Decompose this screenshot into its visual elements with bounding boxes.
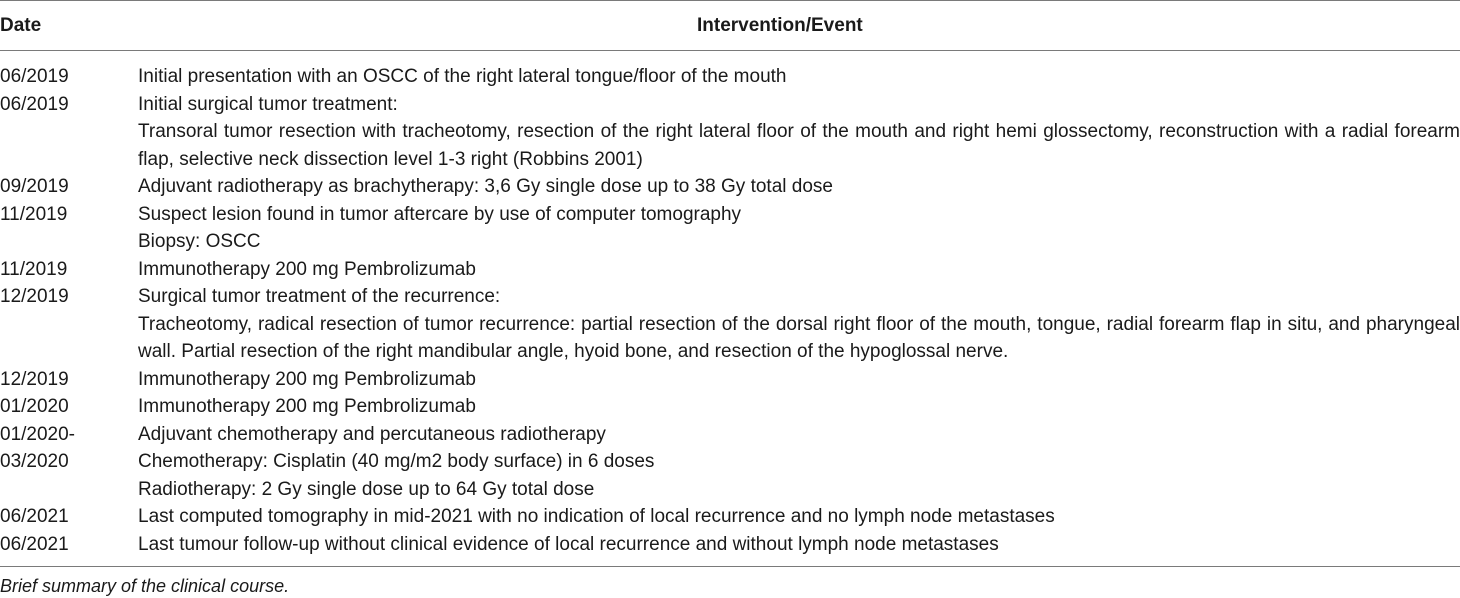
date-cell: 01/2020 <box>0 396 69 417</box>
date-cell: 12/2019 <box>0 368 69 390</box>
event-line: Tracheotomy, radical resection of tumor recurrence: partial resection of the dorsal right floor of the mouth, tongue, radial forearm flap in situ, and pharyngeal <box>138 313 1460 335</box>
header-rule <box>0 50 1460 51</box>
date-cell: 06/2019 <box>0 66 69 87</box>
event-line: Adjuvant chemotherapy and percutaneous radiotherapy <box>138 423 606 445</box>
table-row <box>0 448 1460 503</box>
event-line: Chemotherapy: Cisplatin (40 mg/m2 body surface) in 6 doses <box>138 451 655 472</box>
column-header-event: Intervention/Event <box>697 15 863 36</box>
table-top-rule <box>0 0 1460 1</box>
table-row <box>0 63 1460 91</box>
event-line: Adjuvant radiotherapy as brachytherapy: 3,6 Gy single dose up to 38 Gy total dose <box>138 176 833 197</box>
event-cell <box>138 173 1460 201</box>
event-line: Initial presentation with an OSCC of the right lateral tongue/floor of the mouth <box>138 66 787 87</box>
table-row <box>0 91 1460 174</box>
table-row <box>0 421 1460 449</box>
event-line: Surgical tumor treatment of the recurrence: <box>138 286 501 307</box>
event-cell <box>138 366 1460 394</box>
event-cell <box>138 448 1460 503</box>
event-line: Radiotherapy: 2 Gy single dose up to 64 Gy total dose <box>138 478 595 500</box>
event-line: flap, selective neck dissection level 1-3 right (Robbins 2001) <box>138 148 643 170</box>
event-cell <box>138 91 1460 174</box>
table-row <box>0 503 1460 531</box>
table-row <box>0 366 1460 394</box>
event-cell <box>138 503 1460 531</box>
date-cell: 03/2020 <box>0 451 69 472</box>
date-cell: 12/2019 <box>0 286 69 307</box>
table-row <box>0 531 1460 559</box>
event-line: Transoral tumor resection with tracheotomy, resection of the right lateral floor of the mouth and right hemi glossectomy, reconstruction with a radial forearm <box>138 121 1460 142</box>
column-header-date: Date <box>0 15 42 36</box>
date-cell: 09/2019 <box>0 176 69 197</box>
table-row <box>0 393 1460 421</box>
event-line: Immunotherapy 200 mg Pembrolizumab <box>138 368 476 390</box>
event-line: Immunotherapy 200 mg Pembrolizumab <box>138 396 476 417</box>
event-line: Last tumour follow-up without clinical evidence of local recurrence and without lymph node metastases <box>138 533 999 555</box>
table-row <box>0 256 1460 284</box>
date-cell: 11/2019 <box>0 258 68 280</box>
date-cell: 06/2021 <box>0 533 69 555</box>
date-cell: 01/2020- <box>0 423 76 445</box>
event-line: Biopsy: OSCC <box>138 231 261 252</box>
event-cell <box>138 283 1460 366</box>
table-row <box>0 173 1460 201</box>
date-cell: 06/2019 <box>0 93 69 115</box>
event-cell <box>138 256 1460 284</box>
date-cell: 11/2019 <box>0 203 68 225</box>
event-cell <box>138 531 1460 559</box>
event-cell <box>138 393 1460 421</box>
table-bottom-rule <box>0 566 1460 567</box>
event-line: Last computed tomography in mid-2021 with no indication of local recurrence and no lymph node metastases <box>138 506 1055 527</box>
event-line: Suspect lesion found in tumor aftercare by use of computer tomography <box>138 203 742 225</box>
event-cell <box>138 201 1460 256</box>
event-line: Immunotherapy 200 mg Pembrolizumab <box>138 258 476 280</box>
event-cell <box>138 421 1460 449</box>
event-cell <box>138 63 1460 91</box>
table-row <box>0 201 1460 256</box>
event-line: wall. Partial resection of the right mandibular angle, hyoid bone, and resection of the hypoglossal nerve. <box>138 341 1009 362</box>
event-line: Initial surgical tumor treatment: <box>138 93 398 115</box>
table-caption: Brief summary of the clinical course. <box>0 576 290 596</box>
table-body <box>0 63 1460 558</box>
date-cell: 06/2021 <box>0 506 69 527</box>
table-row <box>0 283 1460 366</box>
